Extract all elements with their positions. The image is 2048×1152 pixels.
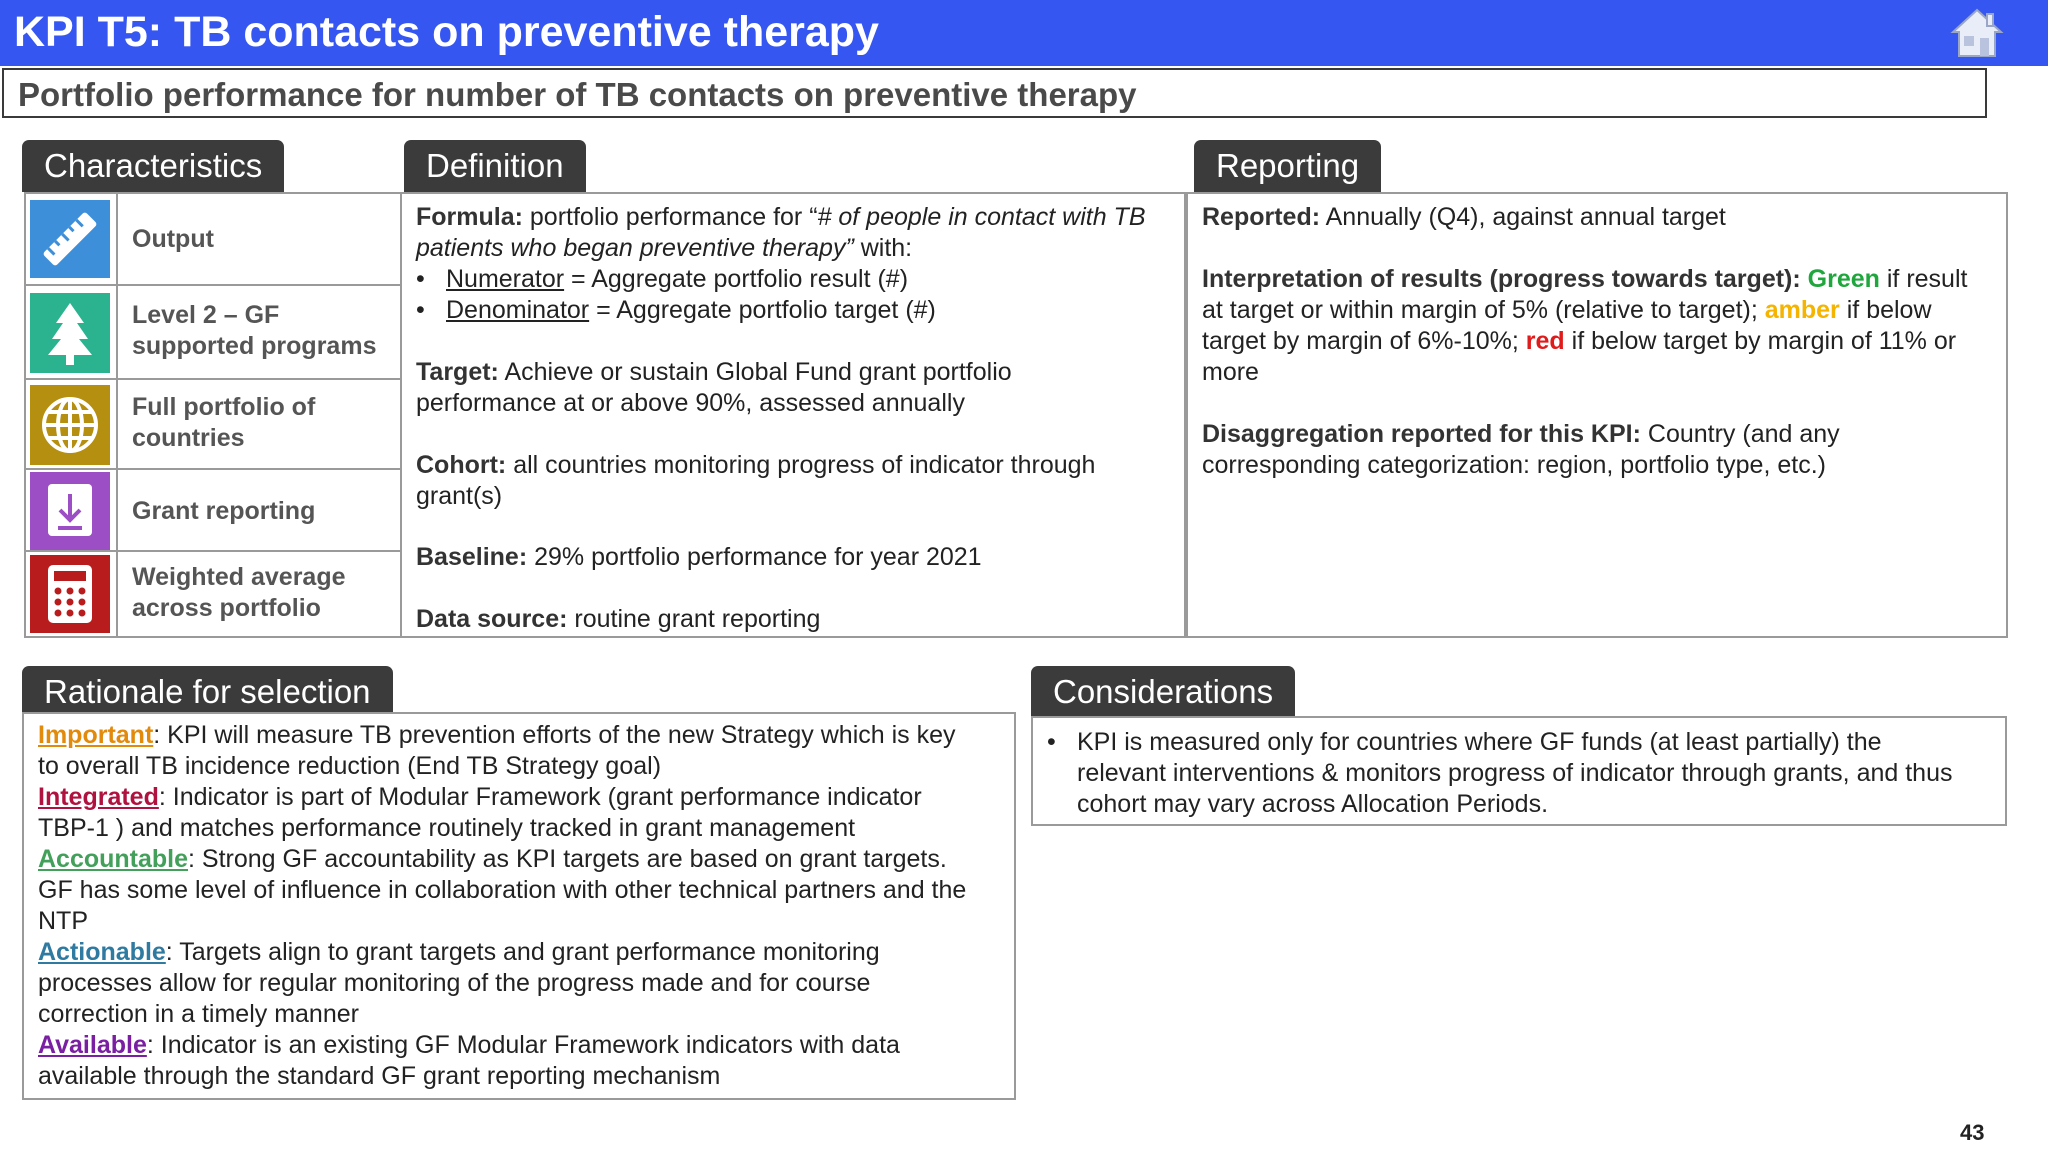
characteristic-label-line: countries <box>132 424 245 452</box>
formula-label: Formula: <box>416 203 523 231</box>
rationale-line: processes allow for regular monitoring of the progress made and for course <box>38 969 871 997</box>
rationale-text: : Indicator is part of Modular Framework (grant performance indicator <box>158 783 922 811</box>
considerations-line: cohort may vary across Allocation Periods. <box>1077 790 1549 818</box>
home-button[interactable] <box>1950 6 2004 60</box>
title-bar <box>0 0 2048 66</box>
tab-reporting: Reporting <box>1194 140 1381 192</box>
available-label: Available <box>38 1031 147 1059</box>
char-divider <box>116 552 118 636</box>
formula-text: with: <box>853 234 913 262</box>
tab-considerations: Considerations <box>1031 666 1295 718</box>
interpretation-line <box>1202 295 1932 326</box>
disaggregation-label: Disaggregation reported for this KPI: <box>1202 420 1641 448</box>
disaggregation-line <box>1202 419 1840 450</box>
characteristic-label-line: Level 2 – GF <box>132 301 280 329</box>
subtitle: Portfolio performance for number of TB contacts on preventive therapy <box>18 76 1137 113</box>
denominator-text: = Aggregate portfolio target (#) <box>589 296 936 324</box>
baseline-line <box>416 542 982 573</box>
interpretation-text: if below target by margin of 11% or <box>1564 327 1957 355</box>
characteristic-label-line: Full portfolio of <box>132 393 316 421</box>
cohort-label: Cohort: <box>416 451 507 479</box>
characteristic-row <box>26 470 400 552</box>
rationale-line <box>38 1030 900 1061</box>
formula-italic: # of people in contact with TB <box>817 203 1146 231</box>
rationale-line: NTP <box>38 907 88 935</box>
disaggregation-line: corresponding categorization: region, portfolio type, etc.) <box>1202 451 1826 479</box>
characteristic-label-line: Weighted average <box>132 563 346 591</box>
page-number: 43 <box>1960 1120 1985 1145</box>
interpretation-text: if result <box>1879 265 1968 293</box>
integrated-label: Integrated <box>38 783 159 811</box>
interpretation-label: Interpretation of results (progress towards target): <box>1202 265 1801 293</box>
bullet: • <box>416 296 425 324</box>
rationale-text: : KPI will measure TB prevention efforts of the new Strategy which is key <box>153 721 956 749</box>
char-divider <box>116 194 118 284</box>
page-title: KPI T5: TB contacts on preventive therapy <box>14 8 879 56</box>
important-label: Important <box>38 721 154 749</box>
definition-panel <box>402 192 1186 638</box>
formula-italic: patients who began preventive therapy” <box>416 234 854 262</box>
characteristics-table <box>24 192 402 638</box>
baseline-label: Baseline: <box>416 543 528 571</box>
denominator-label: Denominator <box>446 296 590 324</box>
bullet: • <box>1047 728 1056 756</box>
characteristic-label-line: supported programs <box>132 332 377 360</box>
target-label: Target: <box>416 358 499 386</box>
interpretation-line <box>1202 264 1967 295</box>
formula-text: portfolio performance for “ <box>522 203 818 231</box>
formula-line <box>416 202 1146 233</box>
tab-characteristics: Characteristics <box>22 140 284 192</box>
cohort-line <box>416 450 1095 481</box>
interpretation-text: target by margin of 6%-10%; <box>1202 327 1526 355</box>
target-line <box>416 357 1012 388</box>
numerator-line <box>446 264 908 295</box>
target-text: Achieve or sustain Global Fund grant portfolio <box>498 358 1012 386</box>
denominator-line <box>446 295 936 326</box>
cohort-line: grant(s) <box>416 482 503 510</box>
reported-label: Reported: <box>1202 203 1321 231</box>
characteristic-label <box>132 392 392 454</box>
rationale-text: : Indicator is an existing GF Modular Framework indicators with data <box>146 1031 900 1059</box>
accountable-label: Accountable <box>38 845 189 873</box>
reported-text: Annually (Q4), against annual target <box>1320 203 1726 231</box>
rationale-line: available through the standard GF grant reporting mechanism <box>38 1062 721 1090</box>
datasource-line <box>416 604 820 635</box>
red-status-word: red <box>1525 327 1565 355</box>
datasource-text: routine grant reporting <box>567 605 821 633</box>
characteristic-row <box>26 380 400 470</box>
download-icon <box>30 472 110 550</box>
considerations-panel <box>1031 716 2007 826</box>
actionable-label: Actionable <box>38 938 166 966</box>
char-divider <box>116 286 118 378</box>
reported-line <box>1202 202 1726 233</box>
datasource-label: Data source: <box>416 605 568 633</box>
rationale-line <box>38 720 956 751</box>
interpretation-line: more <box>1202 358 1259 386</box>
characteristic-label: Grant reporting <box>132 497 316 525</box>
numerator-text: = Aggregate portfolio result (#) <box>564 265 909 293</box>
rationale-text: : Targets align to grant targets and grant performance monitoring <box>165 938 880 966</box>
subtitle-box <box>2 68 1987 118</box>
target-line: performance at or above 90%, assessed annually <box>416 389 965 417</box>
interpretation-text: at target or within margin of 5% (relative to target); <box>1202 296 1765 324</box>
rationale-line <box>38 937 880 968</box>
ruler-icon <box>30 200 110 278</box>
interpretation-line <box>1202 326 1956 357</box>
green-status-word: Green <box>1807 265 1880 293</box>
characteristic-label <box>132 562 392 624</box>
baseline-text: 29% portfolio performance for year 2021 <box>527 543 982 571</box>
char-divider <box>116 470 118 550</box>
characteristic-label-line: across portfolio <box>132 594 321 622</box>
amber-status-word: amber <box>1764 296 1840 324</box>
reporting-panel <box>1186 192 2008 638</box>
rationale-line: to overall TB incidence reduction (End TB Strategy goal) <box>38 752 662 780</box>
rationale-panel <box>22 712 1016 1100</box>
cohort-text: all countries monitoring progress of indicator through <box>506 451 1096 479</box>
calculator-icon <box>30 555 110 633</box>
numerator-label: Numerator <box>446 265 565 293</box>
considerations-line: KPI is measured only for countries where GF funds (at least partially) the <box>1077 728 1882 756</box>
rationale-line: GF has some level of influence in collaboration with other technical partners and the <box>38 876 967 904</box>
home-icon <box>1950 6 2004 60</box>
rationale-line: TBP-1 ) and matches performance routinely tracked in grant management <box>38 814 856 842</box>
rationale-line: correction in a timely manner <box>38 1000 359 1028</box>
characteristic-label <box>132 300 392 362</box>
tab-definition: Definition <box>404 140 586 192</box>
bullet: • <box>416 265 425 293</box>
interpretation-text: if below <box>1839 296 1932 324</box>
considerations-line: relevant interventions & monitors progress of indicator through grants, and thus <box>1077 759 1953 787</box>
formula-line <box>416 233 912 264</box>
globe-icon <box>30 385 110 465</box>
rationale-text: : Strong GF accountability as KPI targets are based on grant targets. <box>188 845 947 873</box>
characteristic-row <box>26 552 400 636</box>
characteristic-row <box>26 286 400 380</box>
tab-rationale: Rationale for selection <box>22 666 393 718</box>
rationale-line <box>38 782 922 813</box>
rationale-line <box>38 844 947 875</box>
characteristic-label: Output <box>132 225 214 253</box>
characteristic-row <box>26 194 400 286</box>
tree-icon <box>30 293 110 373</box>
disaggregation-text: Country (and any <box>1640 420 1840 448</box>
char-divider <box>116 380 118 468</box>
